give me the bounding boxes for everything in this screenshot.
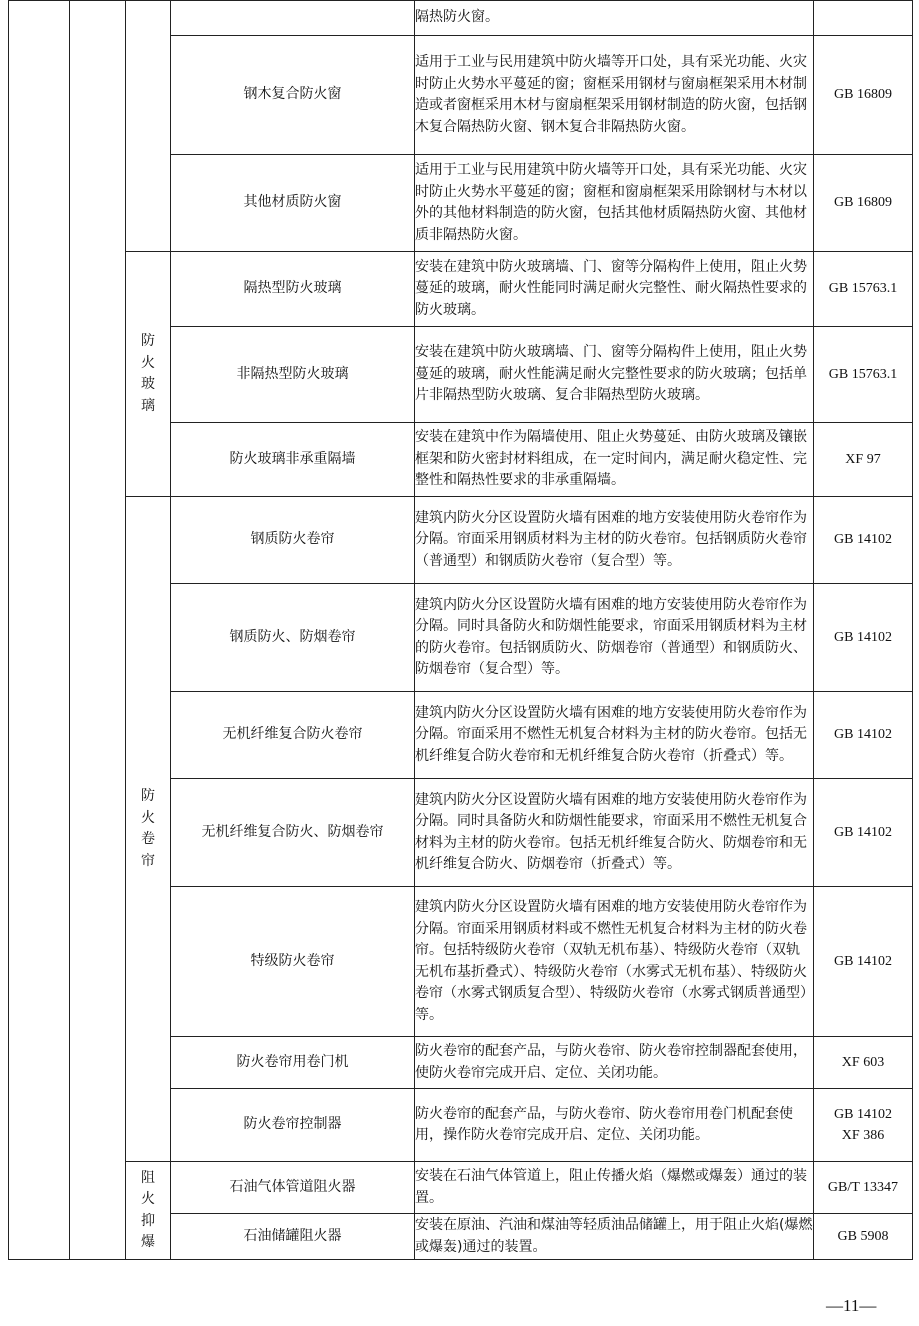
product-name: 石油储罐阻火器 [171,1214,415,1260]
product-description: 适用于工业与民用建筑中防火墙等开口处，具有采光功能、火灾时防止火势水平蔓延的窗；窗框和窗扇框架采用除钢材与木材以外的其他材料制造的防火窗，包括其他材质隔热防火窗、其他材质非隔热防火窗。 [415,155,814,252]
product-name: 钢质防火卷帘 [171,497,415,584]
product-name: 无机纤维复合防火卷帘 [171,692,415,779]
category-shutter [126,497,171,1162]
category-label: 防火玻璃 [141,333,155,414]
product-name: 非隔热型防火玻璃 [171,327,415,423]
product-name: 钢质防火、防烟卷帘 [171,584,415,692]
product-description: 安装在石油气体管道上，阻止传播火焰（爆燃或爆轰）通过的装置。 [415,1162,814,1214]
standard-code: GB 16809 [814,36,913,155]
standard-code: GB/T 13347 [814,1162,913,1214]
standard-code: GB 14102 [814,779,913,887]
standard-code: XF 97 [814,423,913,497]
product-description: 建筑内防火分区设置防火墙有困难的地方安装使用防火卷帘作为分隔。同时具备防火和防烟性能要求，帘面采用不燃性无机复合材料为主材的防火卷帘。包括无机纤维复合防火、防烟卷帘和无机纤维复合防火、防烟卷帘（折叠式）等。 [415,779,814,887]
category-label: 阻火抑爆 [141,1169,155,1250]
category-cell-window [126,1,171,252]
product-description: 建筑内防火分区设置防火墙有困难的地方安装使用防火卷帘作为分隔。同时具备防火和防烟性能要求，帘面采用钢质材料为主材的防火卷帘。包括钢质防火、防烟卷帘（普通型）和钢质防火、防烟卷帘（复合型）等。 [415,584,814,692]
product-name: 无机纤维复合防火、防烟卷帘 [171,779,415,887]
product-description: 防火卷帘的配套产品，与防火卷帘、防火卷帘用卷门机配套使用，操作防火卷帘完成开启、定位、关闭功能。 [415,1089,814,1162]
standard-code: GB 5908 [814,1214,913,1260]
product-description: 适用于工业与民用建筑中防火墙等开口处，具有采光功能、火灾时防止火势水平蔓延的窗；窗框采用钢材与窗扇框架采用木材制造或者窗框采用木材与窗扇框架采用钢材制造的防火窗，包括钢木复合隔热防火窗、钢木复合非隔热防火窗。 [415,36,814,155]
product-description: 安装在建筑中作为隔墙使用、阻止火势蔓延、由防火玻璃及镶嵌框架和防火密封材料组成，在一定时间内，满足耐火稳定性、完整性和隔热性要求的非承重隔墙。 [415,423,814,497]
table-row [9,497,913,584]
standard-code [814,1,913,36]
standard-code: GB 14102 [814,692,913,779]
standard-code-stack [814,1089,913,1162]
standard-code: GB 14102 [814,497,913,584]
table-row [9,252,913,327]
product-description: 安装在建筑中防火玻璃墙、门、窗等分隔构件上使用，阻止火势蔓延的玻璃，耐火性能同时满足耐火完整性、耐火隔热性要求的防火玻璃。 [415,252,814,327]
page-number: —11— [826,1296,877,1315]
product-description: 建筑内防火分区设置防火墙有困难的地方安装使用防火卷帘作为分隔。帘面采用钢质材料或不燃性无机复合材料为主材的防火卷帘。包括特级防火卷帘（双轨无机布基）、特级防火卷帘（双轨无机布基折叠式）、特级防火卷帘（水雾式无机布基）、特级防火卷帘（水雾式钢质复合型）、特级防火卷帘（水雾式钢质普通型）等。 [415,887,814,1037]
category-arrester [126,1162,171,1260]
category-glass [126,252,171,497]
product-name: 钢木复合防火窗 [171,36,415,155]
table-row [9,1,913,36]
standard-code: GB 14102 [834,1106,892,1122]
standard-code: XF 386 [841,1128,885,1143]
product-name [171,1,415,36]
col-blank-2 [70,1,126,1260]
standard-code: GB 15763.1 [814,327,913,423]
table-row [9,1162,913,1214]
product-description: 安装在原油、汽油和煤油等轻质油品储罐上，用于阻止火焰(爆燃或爆轰)通过的装置。 [415,1214,814,1260]
standard-code: GB 16809 [814,155,913,252]
product-name: 特级防火卷帘 [171,887,415,1037]
product-description: 安装在建筑中防火玻璃墙、门、窗等分隔构件上使用，阻止火势蔓延的玻璃，耐火性能满足耐火完整性要求的防火玻璃；包括单片非隔热型防火玻璃、复合非隔热型防火玻璃。 [415,327,814,423]
col-blank-1 [9,1,70,1260]
standard-code: XF 603 [814,1037,913,1089]
category-label: 防火卷帘 [141,788,155,869]
standard-code: GB 14102 [814,887,913,1037]
product-table [8,0,913,1260]
product-name: 防火卷帘控制器 [171,1089,415,1162]
product-description: 建筑内防火分区设置防火墙有困难的地方安装使用防火卷帘作为分隔。帘面采用不燃性无机复合材料为主材的防火卷帘。包括无机纤维复合防火卷帘和无机纤维复合防火卷帘（折叠式）等。 [415,692,814,779]
product-description: 隔热防火窗。 [415,1,814,36]
product-description: 建筑内防火分区设置防火墙有困难的地方安装使用防火卷帘作为分隔。帘面采用钢质材料为主材的防火卷帘。包括钢质防火卷帘（普通型）和钢质防火卷帘（复合型）等。 [415,497,814,584]
product-name: 石油气体管道阻火器 [171,1162,415,1214]
product-name: 防火卷帘用卷门机 [171,1037,415,1089]
standard-code: GB 14102 [814,584,913,692]
standard-code: GB 15763.1 [814,252,913,327]
product-name: 隔热型防火玻璃 [171,252,415,327]
product-name: 其他材质防火窗 [171,155,415,252]
product-name: 防火玻璃非承重隔墙 [171,423,415,497]
product-description: 防火卷帘的配套产品，与防火卷帘、防火卷帘控制器配套使用，使防火卷帘完成开启、定位、关闭功能。 [415,1037,814,1089]
